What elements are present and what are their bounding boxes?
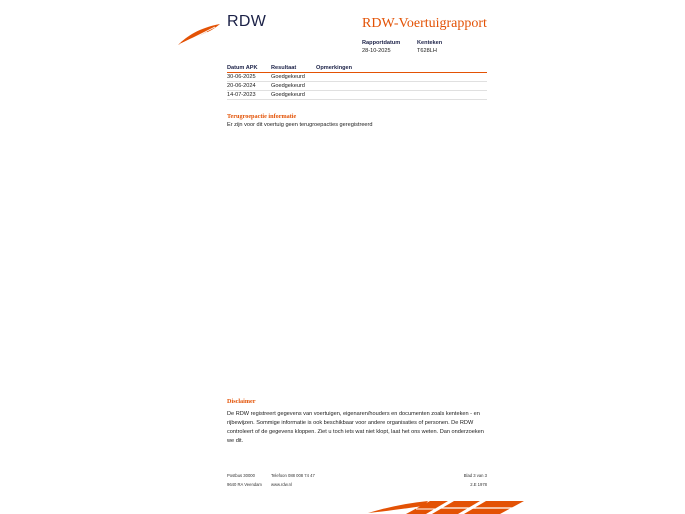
footer-phone: Telefoon 088 008 74 47 [271, 473, 315, 478]
report-date-value: 28-10-2025 [362, 48, 391, 54]
rdw-stripes-icon [368, 497, 528, 514]
footer-website[interactable]: www.rdw.nl [271, 482, 292, 487]
apk-date: 30-06-2025 [227, 74, 256, 80]
footer-postbus: Postbus 30000 [227, 473, 255, 478]
apk-table-header [227, 64, 487, 73]
plate-label: Kenteken [417, 40, 443, 46]
plate-value: T628LH [417, 48, 437, 54]
apk-date: 14-07-2023 [227, 92, 256, 98]
table-row [227, 91, 487, 100]
disclaimer-title: Disclaimer [227, 398, 256, 405]
table-row [227, 73, 487, 82]
apk-table [227, 64, 487, 100]
footer-address [227, 471, 262, 489]
table-row [227, 82, 487, 91]
apk-date: 20-06-2024 [227, 83, 256, 89]
recall-text: Er zijn voor dit voertuig geen terugroepacties geregistreerd [227, 122, 373, 128]
plate-block [417, 39, 442, 55]
brand-name: RDW [227, 13, 267, 30]
footer-contact [271, 471, 315, 489]
report-title: RDW-Voertuigrapport [362, 16, 487, 31]
report-date-label: Rapportdatum [362, 40, 401, 46]
footer-page-info [420, 471, 487, 489]
rdw-logo-icon [177, 22, 221, 46]
apk-result: Goedgekeurd [271, 74, 305, 80]
report-date-block [362, 39, 400, 55]
column-header-date: Datum APK [227, 65, 258, 71]
apk-result: Goedgekeurd [271, 92, 305, 98]
disclaimer-text: De RDW registreert gegevens van voertuigen, eigenaren/houders en documenten zoals kenteken - en rijbewijzen. Sommige informatie is ook beschikbaar voor andere organisaties of personen. De RDW controleert of de gegevens kloppen. Ziet u toch iets wat niet klopt, laat het ons weten. Dan onderzoeken we dit. [227, 411, 484, 444]
column-header-result: Resultaat [271, 65, 297, 71]
footer-city: 9640 RA Veendam [227, 482, 262, 487]
apk-result: Goedgekeurd [271, 83, 305, 89]
footer-page-number: Blad 3 van 3 [463, 473, 487, 478]
column-header-remarks: Opmerkingen [316, 65, 353, 71]
recall-title: Terugroepactie informatie [227, 113, 297, 120]
footer-code: 2.E 1978 [470, 482, 487, 487]
